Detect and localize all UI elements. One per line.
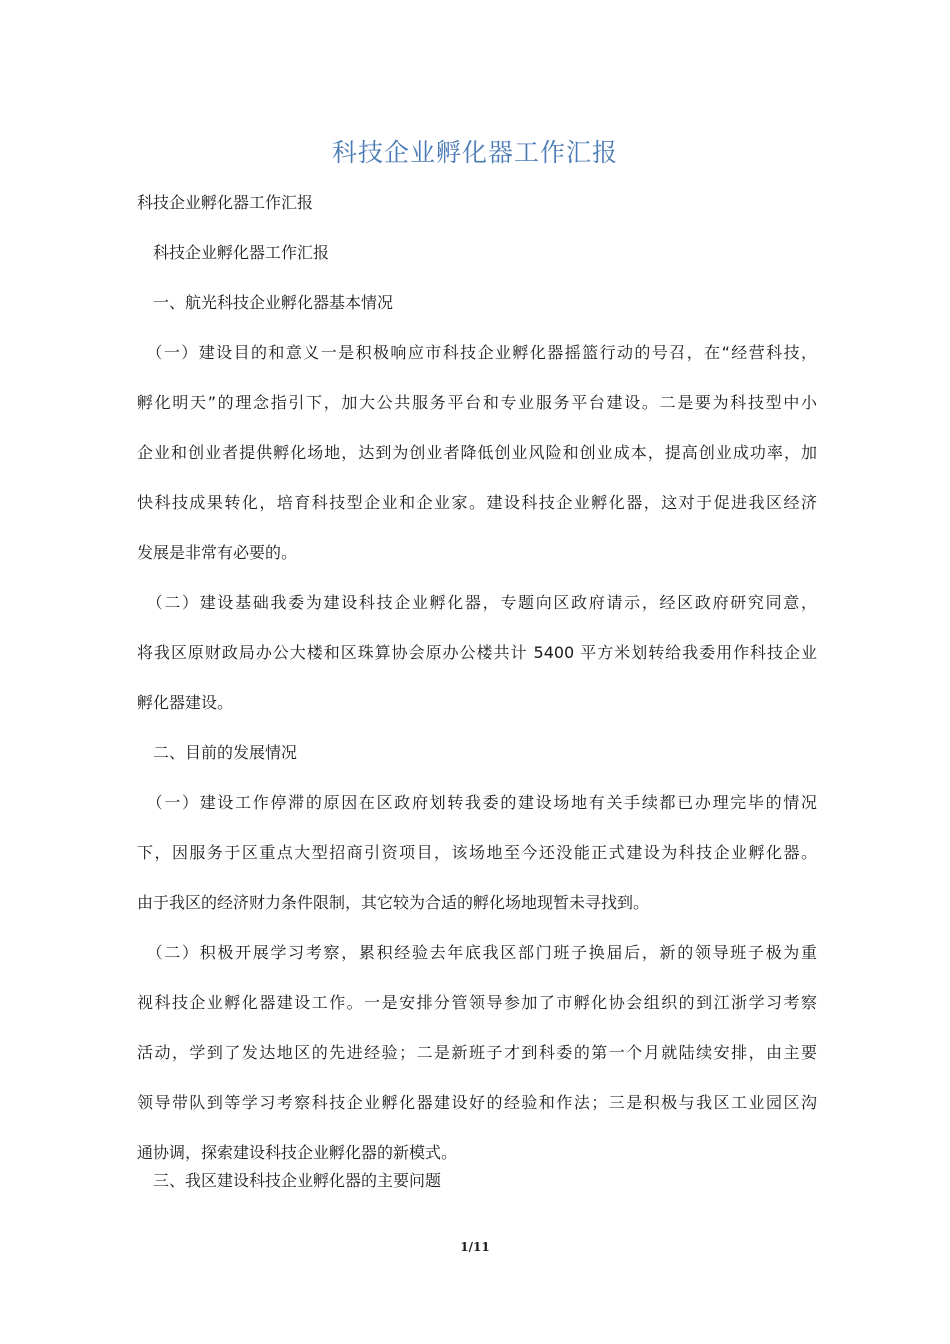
paragraph-line: 科技企业孵化器工作汇报 [137,193,314,212]
paragraph-line: （一）建设目的和意义一是积极响应市科技企业孵化器摇篮行动的号召，在“经营科技， [137,343,817,362]
paragraph-line: 孵化器建设。 [137,693,234,712]
paragraph-line: 通协调，探索建设科技企业孵化器的新模式。 [137,1143,458,1162]
paragraph-line: 科技企业孵化器工作汇报 [137,243,330,262]
paragraph-line: 孵化明天”的理念指引下，加大公共服务平台和专业服务平台建设。二是要为科技型中小 [137,393,817,412]
paragraph-line: 将我区原财政局办公大楼和区珠算协会原办公楼共计 5400 平方米划转给我委用作科技企业 [137,643,817,662]
section-heading: 二、目前的发展情况 [137,743,298,762]
paragraph-line: 发展是非常有必要的。 [137,543,298,562]
section-heading: 三、我区建设科技企业孵化器的主要问题 [137,1171,442,1190]
paragraph-line: 视科技企业孵化器建设工作。一是安排分管领导参加了市孵化协会组织的到江浙学习考察 [137,993,817,1012]
paragraph-line: （二）积极开展学习考察，累积经验去年底我区部门班子换届后，新的领导班子极为重 [137,943,817,962]
paragraph-line: （一）建设工作停滞的原因在区政府划转我委的建设场地有关手续都已办理完毕的情况 [137,793,817,812]
paragraph-line: 下，因服务于区重点大型招商引资项目，该场地至今还没能正式建设为科技企业孵化器。 [137,843,817,862]
document-title: 科技企业孵化器工作汇报 [331,138,618,167]
paragraph-line: 领导带队到等学习考察科技企业孵化器建设好的经验和作法；三是积极与我区工业园区沟 [137,1093,817,1112]
paragraph-line: （二）建设基础我委为建设科技企业孵化器，专题向区政府请示，经区政府研究同意， [137,593,817,612]
paragraph-line: 快科技成果转化，培育科技型企业和企业家。建设科技企业孵化器，这对于促进我区经济 [137,493,817,512]
paragraph-line: 企业和创业者提供孵化场地，达到为创业者降低创业风险和创业成本，提高创业成功率，加 [137,443,817,462]
page-number: 1/11 [460,1240,490,1254]
section-heading: 一、航光科技企业孵化器基本情况 [137,293,394,312]
paragraph-line: 活动，学到了发达地区的先进经验；二是新班子才到科委的第一个月就陆续安排，由主要 [137,1043,817,1062]
paragraph-line: 由于我区的经济财力条件限制，其它较为合适的孵化场地现暂未寻找到。 [137,893,650,912]
